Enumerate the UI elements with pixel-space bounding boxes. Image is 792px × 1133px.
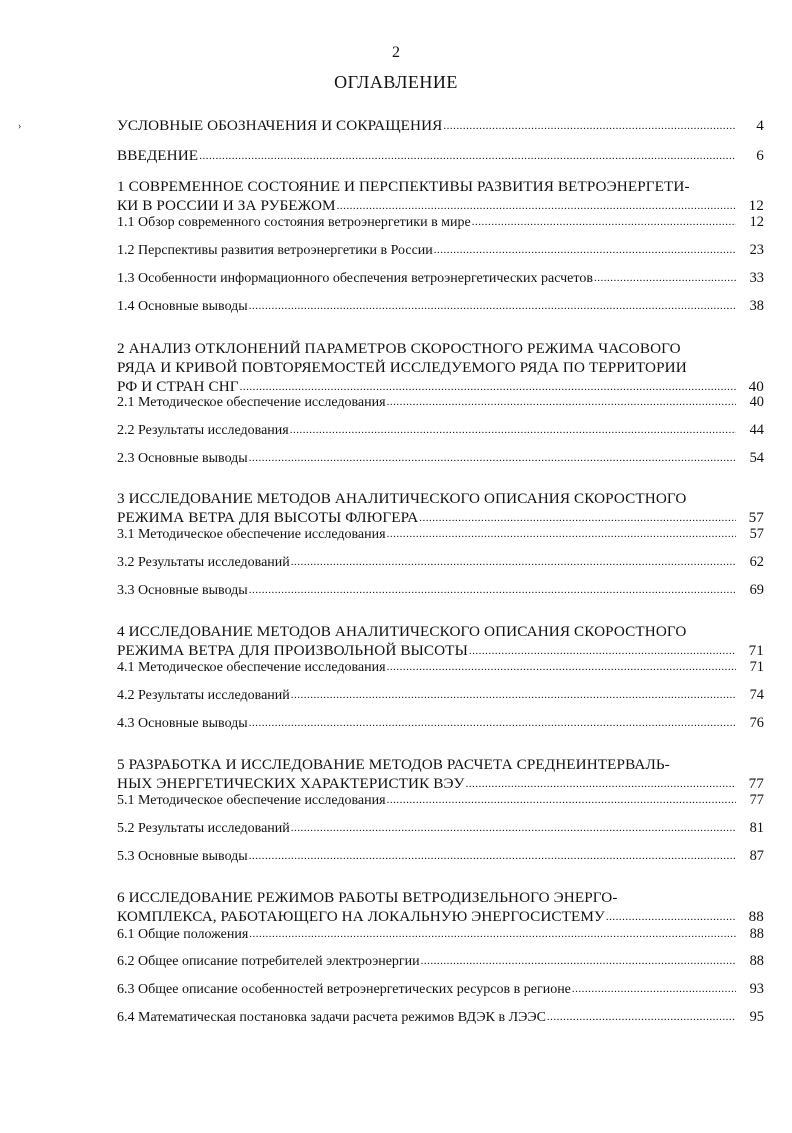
toc-section-1-3[interactable]: 1.3 Особенности информационного обеспечения ветроэнергетических расчетов ..... 33 (117, 270, 764, 287)
margin-mark: › (18, 121, 22, 132)
toc-section-2-3[interactable]: 2.3 Основные выводы ..... 54 (117, 450, 764, 467)
toc-title: ОГЛАВЛЕНИЕ (334, 72, 458, 92)
toc-entry-abbreviations[interactable]: УСЛОВНЫЕ ОБОЗНАЧЕНИЯ И СОКРАЩЕНИЯ ..... 4 (117, 116, 764, 135)
toc-chapter-6[interactable]: 6 ИССЛЕДОВАНИЕ РЕЖИМОВ РАБОТЫ ВЕТРОДИЗЕЛЬНОГО ЭНЕРГО- КОМПЛЕКСА, РАБОТАЮЩЕГО НА ЛОКАЛЬНУЮ ЭНЕРГОСИСТЕМУ ..... 88 (117, 888, 764, 926)
toc-chapter-2[interactable]: 2 АНАЛИЗ ОТКЛОНЕНИЙ ПАРАМЕТРОВ СКОРОСТНОГО РЕЖИМА ЧАСОВОГО РЯДА И КРИВОЙ ПОВТОРЯЕМОСТЕЙ ИССЛЕДУЕМОГО РЯДА ПО ТЕРРИТОРИИ РФ И СТРАН СНГ ..... 40 (117, 339, 764, 396)
page-number: 2 (392, 44, 400, 61)
toc-chapter-1[interactable]: 1 СОВРЕМЕННОЕ СОСТОЯНИЕ И ПЕРСПЕКТИВЫ РАЗВИТИЯ ВЕТРОЭНЕРГЕТИ- КИ В РОССИИ И ЗА РУБЕЖОМ ..... 12 (117, 177, 764, 215)
toc-section-3-2[interactable]: 3.2 Результаты исследований ..... 62 (117, 554, 764, 571)
toc-entry-introduction[interactable]: ВВЕДЕНИЕ ..... 6 (117, 146, 764, 165)
toc-chapter-5[interactable]: 5 РАЗРАБОТКА И ИССЛЕДОВАНИЕ МЕТОДОВ РАСЧЕТА СРЕДНЕИНТЕРВАЛЬ- НЫХ ЭНЕРГЕТИЧЕСКИХ ХАРАКТЕРИСТИК ВЭУ ..... 77 (117, 755, 764, 793)
toc-section-1-1[interactable]: 1.1 Обзор современного состояния ветроэнергетики в мире ..... 12 (117, 214, 764, 231)
toc-section-3-3[interactable]: 3.3 Основные выводы ..... 69 (117, 582, 764, 599)
toc-section-5-1[interactable]: 5.1 Методическое обеспечение исследования ..... 77 (117, 792, 764, 809)
toc-section-4-1[interactable]: 4.1 Методическое обеспечение исследования ..... 71 (117, 659, 764, 676)
toc-section-4-3[interactable]: 4.3 Основные выводы ..... 76 (117, 715, 764, 732)
toc-chapter-4[interactable]: 4 ИССЛЕДОВАНИЕ МЕТОДОВ АНАЛИТИЧЕСКОГО ОПИСАНИЯ СКОРОСТНОГО РЕЖИМА ВЕТРА ДЛЯ ПРОИЗВОЛЬНОЙ ВЫСОТЫ ..... 71 (117, 622, 764, 660)
toc-section-6-2[interactable]: 6.2 Общее описание потребителей электроэнергии ..... 88 (117, 953, 764, 970)
toc-section-6-4[interactable]: 6.4 Математическая постановка задачи расчета режимов ВДЭК в ЛЭЭС ..... 95 (117, 1009, 764, 1026)
toc-section-6-3[interactable]: 6.3 Общее описание особенностей ветроэнергетических ресурсов в регионе ..... 93 (117, 981, 764, 998)
toc-section-3-1[interactable]: 3.1 Методическое обеспечение исследования ..... 57 (117, 526, 764, 543)
toc-section-5-2[interactable]: 5.2 Результаты исследований ..... 81 (117, 820, 764, 837)
toc-section-2-1[interactable]: 2.1 Методическое обеспечение исследования ..... 40 (117, 394, 764, 411)
toc-chapter-3[interactable]: 3 ИССЛЕДОВАНИЕ МЕТОДОВ АНАЛИТИЧЕСКОГО ОПИСАНИЯ СКОРОСТНОГО РЕЖИМА ВЕТРА ДЛЯ ВЫСОТЫ ФЛЮГЕРА ..... 57 (117, 489, 764, 527)
toc-section-2-2[interactable]: 2.2 Результаты исследования ..... 44 (117, 422, 764, 439)
toc-section-1-2[interactable]: 1.2 Перспективы развития ветроэнергетики в России ..... 23 (117, 242, 764, 259)
toc-section-4-2[interactable]: 4.2 Результаты исследований ..... 74 (117, 687, 764, 704)
toc-section-5-3[interactable]: 5.3 Основные выводы ..... 87 (117, 848, 764, 865)
toc-section-6-1[interactable]: 6.1 Общие положения ..... 88 (117, 926, 764, 943)
toc-section-1-4[interactable]: 1.4 Основные выводы ..... 38 (117, 298, 764, 315)
